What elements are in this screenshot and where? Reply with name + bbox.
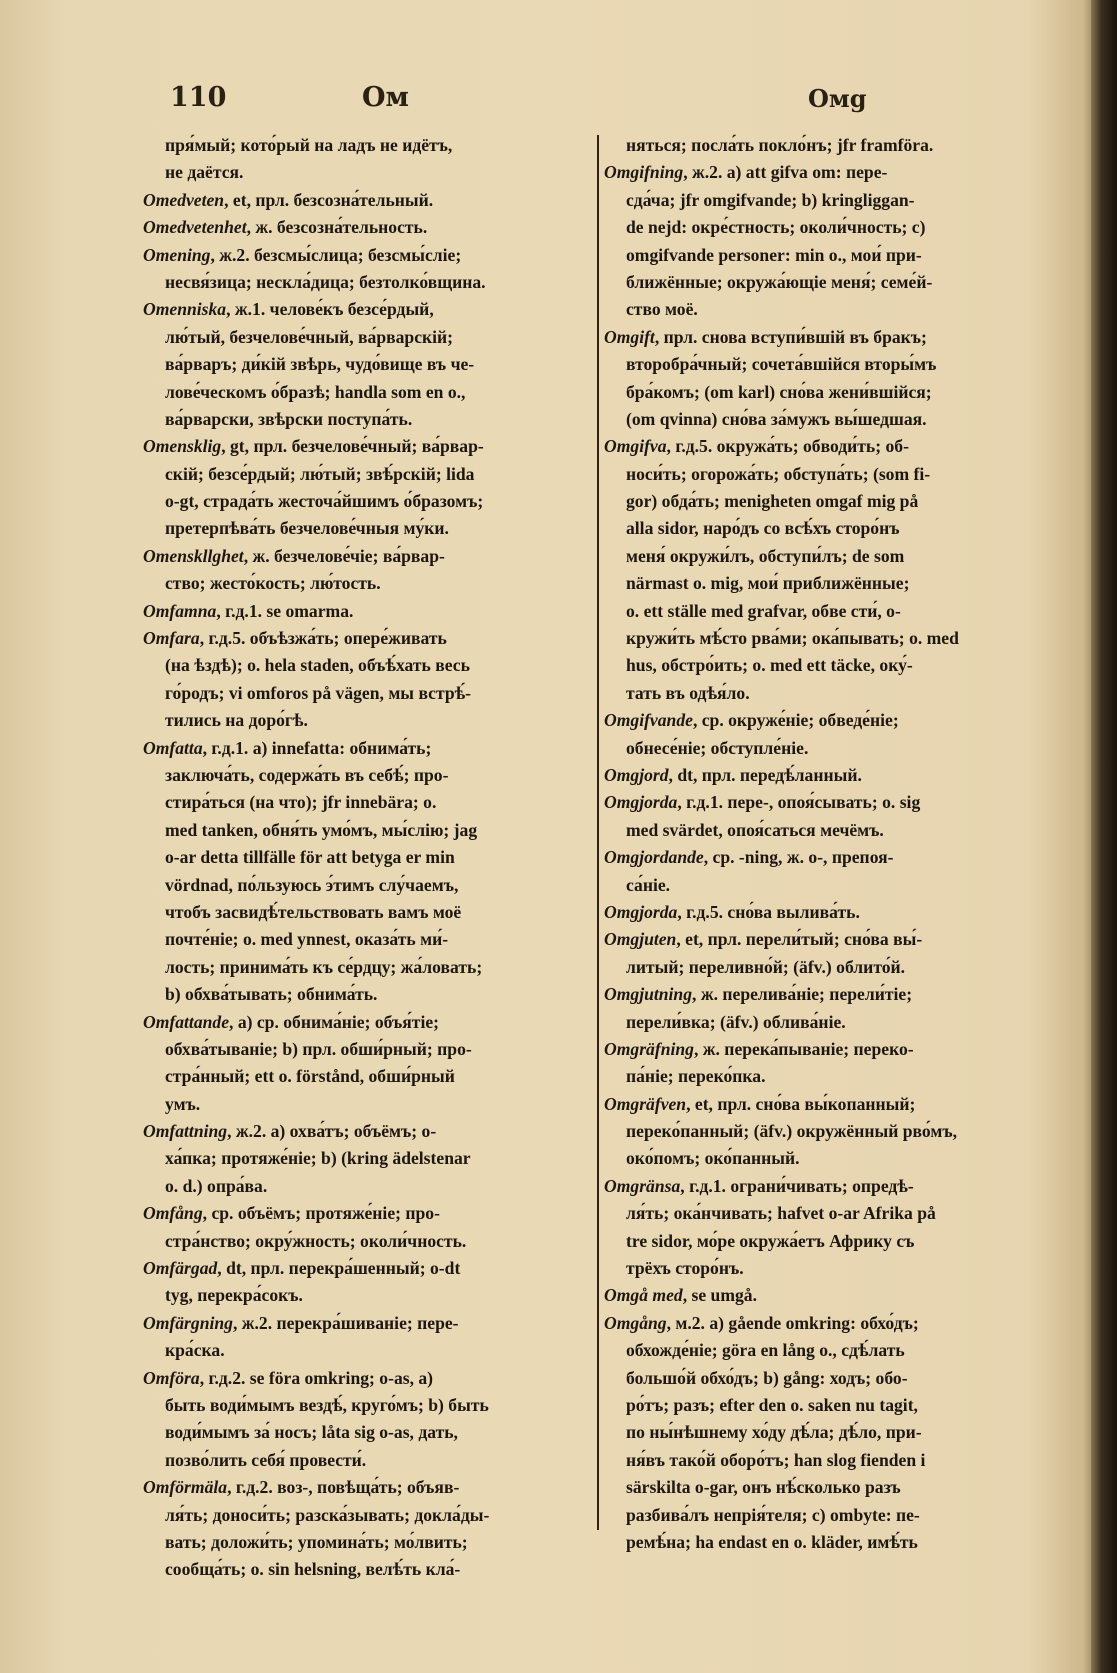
entry-line: води́мымъ за́ носъ; låta sig o-as, дать, [165, 1422, 458, 1443]
entry-headword-line: Omgjordande, ср. -ning, ж. о-, препоя- [604, 847, 894, 868]
entry-line: меня́ окружи́лъ, обступи́лъ; de som [626, 545, 905, 566]
entry-line: переко́панный; (äfv.) окружённый рво́мъ, [626, 1121, 958, 1142]
entry-line: око́помъ; око́панный. [626, 1148, 800, 1169]
headword: Omgjord [604, 764, 669, 785]
entry-line: лю́тый, безчелове́чный, ва́рварскій; [165, 326, 454, 347]
headword: Omfatta [143, 737, 203, 758]
entry-line: обнесе́ніе; обступле́ніе. [626, 737, 809, 758]
headword: Omgång [604, 1312, 667, 1333]
entry-line: перели́вка; (äfv.) облива́ніе. [626, 1011, 846, 1032]
headword: Omfattande [143, 1011, 230, 1032]
entry-line: de nejd: окре́стность; околи́чность; c) [626, 217, 926, 238]
entry-line: обхожде́ніе; göra en lång o., сдѣ́лать [626, 1340, 905, 1361]
entry-line: tyg, перекра́сокъ. [165, 1285, 303, 1306]
entry-line: ро́тъ; разъ; efter den o. saken nu tagit, [626, 1394, 918, 1415]
entry-line: стира́ться (на что); jfr innebära; o. [165, 792, 437, 813]
entry-line: кра́ска. [165, 1340, 225, 1361]
entry-line: ва́рваръ; ди́кій звѣрь, чудо́вище въ че- [165, 354, 475, 375]
headword: Omgränsa [604, 1175, 681, 1196]
entry-line: omgifvande personer: min o., мои́ при- [626, 244, 922, 265]
entry-line: särskilta o-gar, онъ нѣ́сколько разъ [626, 1477, 901, 1498]
entry-headword-line: Omgränsa, г.д.1. ограни́чивать; опредѣ- [604, 1175, 914, 1196]
entry-headword-line: Omfatta, г.д.1. a) innefatta: обнима́ть; [143, 737, 432, 758]
entry-line: носи́ть; огорожа́ть; обступа́ть; (som fi- [626, 463, 931, 484]
headword: Omening [143, 244, 211, 265]
entry-headword-line: Omenskllghet, ж. безчелове́чіе; ва́рвар- [143, 545, 445, 566]
left-column [143, 132, 588, 1584]
entry-line: по ны́нѣшнему хо́ду дѣ́ла; дѣ́ло, при- [626, 1422, 922, 1443]
entry-line: вать; доложи́ть; упомина́ть; мо́лвить; [165, 1531, 468, 1552]
entry-headword-line: Omgjorda, г.д.1. пере-, опоя́сывать; o. sig [604, 792, 921, 813]
entry-line: сда́ча; jfr omgifvande; b) kringliggan- [626, 189, 915, 210]
entry-line: gor) обда́ть; menigheten omgaf mig på [626, 491, 919, 512]
headword: Omgjordande [604, 847, 704, 868]
entry-line: са́ніе. [626, 874, 671, 895]
entry-headword-line: Omgjuten, et, прл. перели́тый; сно́ва вы́- [604, 929, 923, 950]
entry-line: стра́нный; ett o. förstånd, обши́рный [165, 1066, 455, 1087]
entry-line: чтобъ засвидѣ́тельствовать вамъ моё [165, 901, 462, 922]
entry-line: разбива́лъ непрія́теля; c) ombyte: пе- [626, 1504, 920, 1525]
entry-headword-line: Omgjorda, г.д.5. сно́ва вылива́ть. [604, 901, 860, 922]
entry-headword-line: Omgräfven, et, прл. сно́ва вы́копанный; [604, 1093, 916, 1114]
entry-headword-line: Omgång, м.2. a) gående omkring: обхо́дъ; [604, 1312, 919, 1333]
headword: Omfärgning [143, 1312, 233, 1333]
running-head-right: Омg [808, 84, 867, 113]
entry-line: претерпѣва́ть безчелове́чныя му́ки. [165, 518, 449, 539]
entry-line: o. d.) опра́ва. [165, 1175, 268, 1196]
entry-headword-line: Omfång, ср. объёмъ; протяже́ніе; про- [143, 1203, 440, 1224]
entry-line: ство моё. [626, 299, 698, 320]
entry-line: заключа́ть, содержа́ть въ себѣ́; про- [165, 764, 449, 785]
page-header [0, 80, 1117, 130]
headword: Omgjorda [604, 792, 678, 813]
entry-headword-line: Omensklig, gt, прл. безчелове́чный; ва́рвар- [143, 436, 484, 457]
headword: Omensklig [143, 436, 222, 457]
headword: Omfattning [143, 1121, 228, 1142]
headword: Omförmäla [143, 1477, 228, 1498]
book-spine-shadow [1091, 0, 1117, 1673]
entry-line: b) обхва́тывать; обнима́ть. [165, 984, 378, 1005]
entry-line: второбра́чный; сочета́вшійся вторы́мъ [626, 354, 937, 375]
entry-line: (на ѣздѣ); o. hela staden, объѣ́хать весь [165, 655, 470, 676]
entry-headword-line: Omfärgad, dt, прл. перекра́шенный; o-dt [143, 1258, 461, 1279]
entry-line: трёхъ сторо́нъ. [626, 1258, 744, 1279]
entry-line: alla sidor, наро́дъ со всѣ́хъ сторо́нъ [626, 518, 900, 539]
entry-line: med tanken, обня́ть умо́мъ, мы́слію; jag [165, 819, 478, 840]
headword: Omedvetenhet [143, 217, 247, 238]
entry-line: o. ett ställe med grafvar, обве сти́, о- [626, 600, 901, 621]
entry-line: быть води́мымъ вездѣ́, круго́мъ; b) быть [165, 1394, 489, 1415]
entry-line: позво́лить себя́ провести́. [165, 1449, 367, 1470]
entry-headword-line: Omedvetenhet, ж. безсозна́тельность. [143, 217, 428, 238]
entry-line: няться; посла́ть покло́нъ; jfr framföra. [626, 135, 934, 155]
entry-line: не даётся. [165, 162, 244, 183]
right-column [604, 132, 1054, 1556]
entry-headword-line: Omgifvande, ср. окруже́ніе; обведе́ніе; [604, 710, 899, 731]
entry-line: почте́ніе; o. med ynnest, оказа́ть ми́- [165, 929, 449, 950]
headword: Omgjutning [604, 984, 693, 1005]
entry-headword-line: Omgå med, se umgå. [604, 1285, 757, 1306]
headword: Omgräfven [604, 1093, 687, 1114]
entry-line: лость; принима́ть къ се́рдцу; жа́ловать; [165, 956, 483, 977]
entry-headword-line: Omgräfning, ж. перека́пываніе; переко- [604, 1038, 914, 1059]
entry-headword-line: Omfara, г.д.5. объѣзжа́ть; опере́живать [143, 628, 447, 649]
entry-line: tre sidor, мо́ре окружа́етъ Африку съ [626, 1230, 915, 1251]
entry-line: скій; безсе́рдый; лю́тый; звѣ́рскій; lida [165, 463, 475, 484]
entry-line: (om qvinna) сно́ва за́мужъ вы́шедшая. [626, 408, 927, 429]
entry-line: сообща́ть; o. sin helsning, велѣ́ть кла́- [165, 1559, 461, 1580]
headword: Omgräfning [604, 1038, 694, 1059]
headword: Omgjuten [604, 929, 677, 950]
entry-line: med svärdet, опоя́саться мечёмъ. [626, 819, 884, 840]
headword: Omgjorda [604, 901, 678, 922]
entry-line: o-gt, страда́ть жесточа́йшимъ о́бразомъ; [165, 491, 484, 512]
entry-line: умъ. [165, 1093, 201, 1114]
headword: Omfång [143, 1203, 203, 1224]
headword: Omgå med [604, 1285, 683, 1306]
entry-line: пря́мый; кото́рый на ладъ не идётъ, [165, 135, 453, 155]
entry-line: ха́пка; протяже́ніе; b) (kring ädelstenar [165, 1148, 471, 1169]
entry-line: ля́ть; ока́нчивать; hafvet o-ar Afrika på [626, 1203, 936, 1224]
entry-line: ближённые; окружа́ющіе меня́; семе́й- [626, 271, 933, 292]
entry-headword-line: Omförmäla, г.д.2. воз-, повѣща́ть; объяв- [143, 1477, 460, 1498]
headword: Omenskllghet [143, 545, 244, 566]
entry-line: бра́комъ; (om karl) сно́ва жени́вшійся; [626, 381, 932, 402]
entry-line: несвя́зица; нескла́дица; безтолко́вщина. [165, 271, 486, 292]
headword: Omgifva [604, 436, 667, 457]
entry-line: литый; переливно́й; (äfv.) облито́й. [626, 956, 906, 977]
entry-headword-line: Omfamna, г.д.1. se omarma. [143, 600, 354, 621]
entry-line: па́ніе; переко́пка. [626, 1066, 766, 1087]
entry-line: тать въ одѣя́ло. [626, 682, 750, 703]
entry-headword-line: Omfärgning, ж.2. перекра́шиваніе; пере- [143, 1312, 459, 1333]
headword: Omfamna [143, 600, 217, 621]
entry-headword-line: Omening, ж.2. безсмы́слица; безсмы́сліе; [143, 244, 462, 265]
entry-headword-line: Omenniska, ж.1. челове́къ безсе́рдый, [143, 299, 434, 320]
entry-line: ва́рварски, звѣрски поступа́ть. [165, 408, 413, 429]
entry-headword-line: Omgifning, ж.2. a) att gifva om: пере- [604, 162, 888, 183]
entry-headword-line: Omfattning, ж.2. a) охва́тъ; объёмъ; о- [143, 1121, 437, 1142]
entry-line: обхва́тываніе; b) прл. обши́рный; про- [165, 1038, 472, 1059]
entry-line: hus, обстро́ить; o. med ett täcke, оку́- [626, 655, 913, 676]
entry-headword-line: Omgifva, г.д.5. окружа́ть; обводи́ть; об- [604, 436, 909, 457]
headword: Omedveten [143, 189, 225, 210]
running-head-left: Ом [362, 82, 409, 113]
entry-line: лове́ческомъ о́бразѣ; handla som en o., [165, 381, 466, 402]
entry-line: стра́нство; окру́жность; околи́чность. [165, 1230, 467, 1251]
headword: Omenniska [143, 299, 227, 320]
entry-line: ство; жесто́кость; лю́тость. [165, 573, 381, 594]
entry-headword-line: Omgjutning, ж. перелива́ніе; перели́тіе; [604, 984, 913, 1005]
entry-line: тились на доро́гѣ. [165, 710, 308, 731]
entry-headword-line: Omgift, прл. снова вступи́вшій въ бракъ; [604, 326, 927, 347]
page-number: 110 [170, 82, 227, 113]
entry-line: o-ar detta tillfälle för att betyga er min [165, 847, 455, 868]
entry-line: ремѣ́на; ha endast en o. kläder, имѣ́ть [626, 1531, 918, 1552]
headword: Omfara [143, 628, 200, 649]
entry-headword-line: Omgjord, dt, прл. передѣ́ланный. [604, 764, 862, 785]
headword: Omgifvande [604, 710, 693, 731]
headword: Omföra [143, 1367, 200, 1388]
entry-line: närmast o. mig, мои́ приближённые; [626, 573, 910, 594]
headword: Omgift [604, 326, 655, 347]
entry-line: большо́й обхо́дъ; b) gång: ходъ; обо- [626, 1367, 908, 1388]
entry-line: го́родъ; vi omforos på vägen, мы встрѣ́- [165, 682, 472, 703]
entry-line: vördnad, по́льзуюсь э́тимъ слу́чаемъ, [165, 874, 459, 895]
headword: Omgifning [604, 162, 684, 183]
entry-line: кружи́ть мѣ́сто рва́ми; ока́пывать; o. med [626, 628, 959, 649]
entry-headword-line: Omfattande, a) ср. обнима́ніе; объя́тіе; [143, 1011, 440, 1032]
entry-headword-line: Omedveten, et, прл. безсозна́тельный. [143, 189, 434, 210]
entry-line: ля́ть; доноси́ть; разска́зывать; докла́ды- [165, 1504, 490, 1525]
entry-headword-line: Omföra, г.д.2. se föra omkring; o-as, a) [143, 1367, 434, 1388]
column-divider [597, 135, 599, 1530]
headword: Omfärgad [143, 1258, 218, 1279]
entry-line: ня́въ тако́й оборо́тъ; han slog fienden i [626, 1449, 926, 1470]
